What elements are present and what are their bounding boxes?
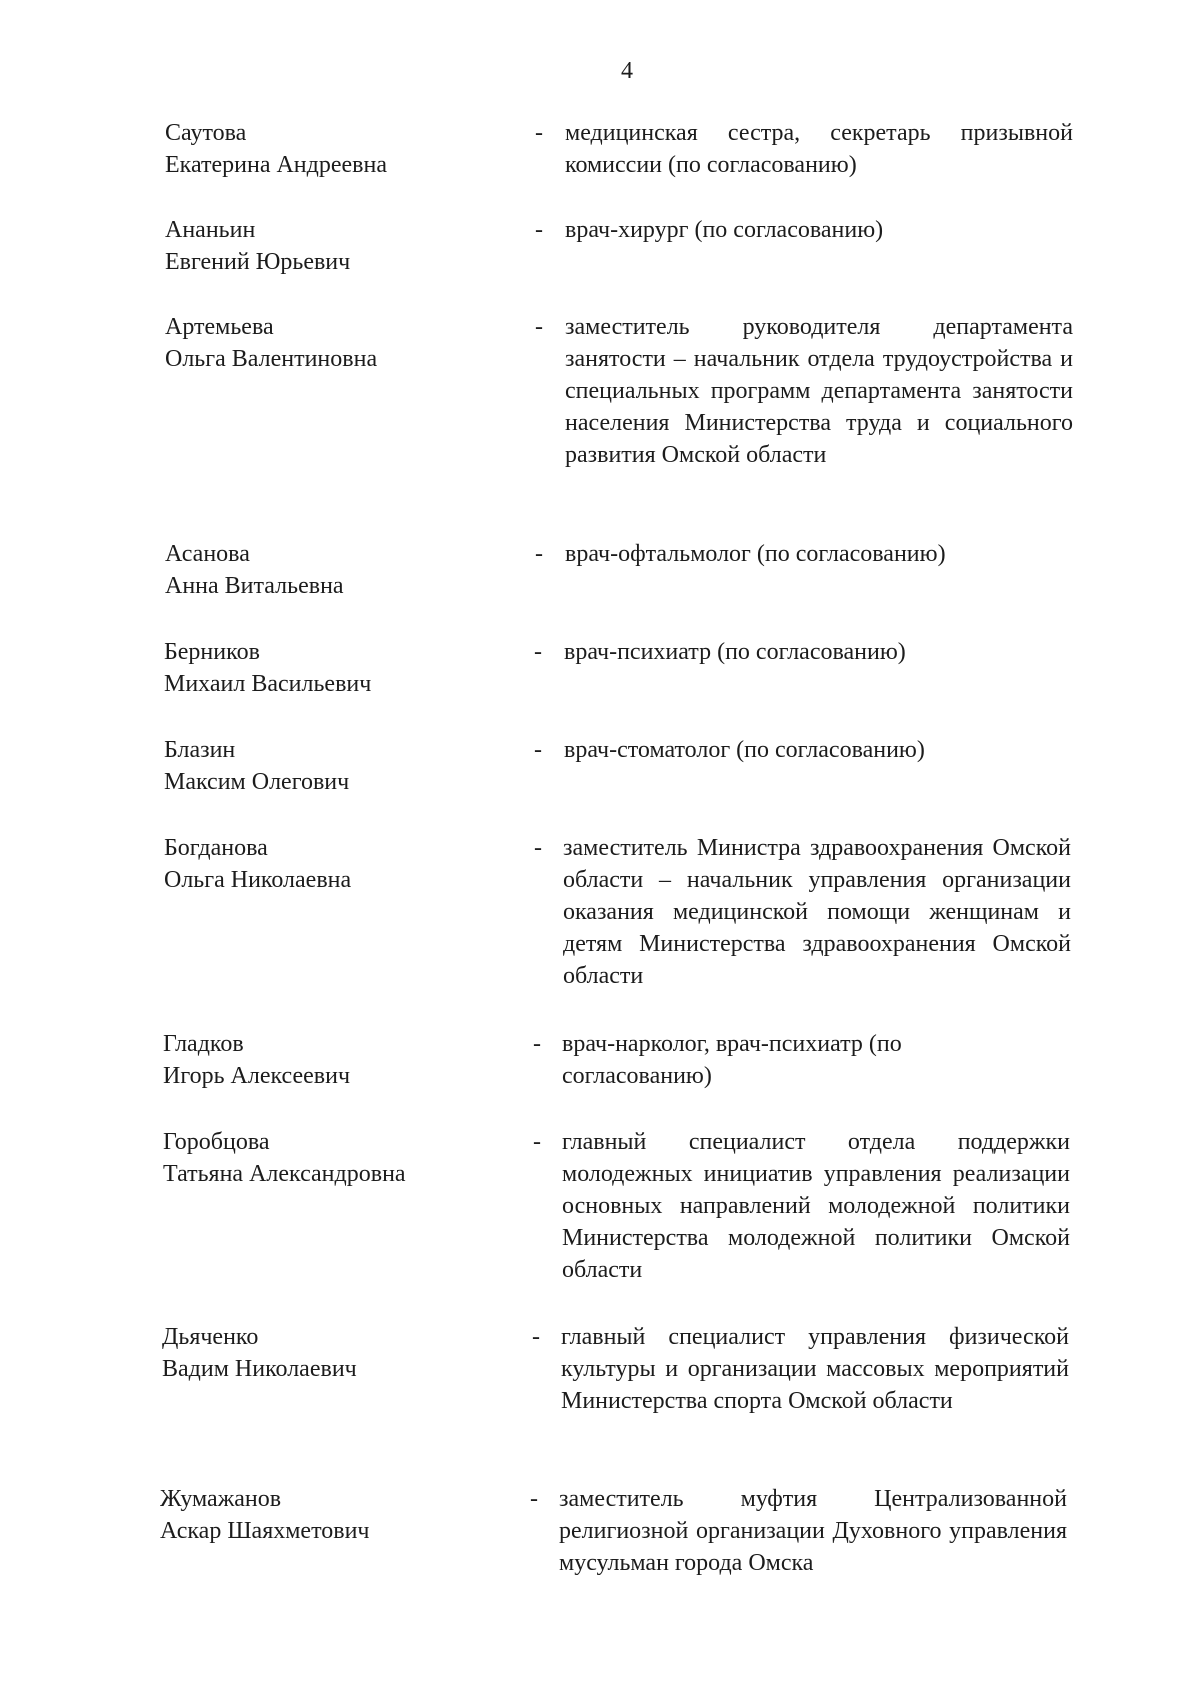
separator-dash: - (534, 639, 542, 665)
separator-dash: - (535, 217, 543, 243)
member-given-name: Игорь Алексеевич (163, 1063, 351, 1089)
separator-dash: - (535, 541, 543, 567)
member-position: медицинская сестра, секретарь призывной комиссии (по согласованию) (565, 120, 1073, 178)
member-given-name: Анна Витальевна (165, 573, 344, 599)
member-position: врач-стоматолог (по согласованию) (564, 737, 925, 763)
member-position: главный специалист управления физической культуры и организации массовых мероприятий Министерства спорта Омской области (561, 1324, 1069, 1414)
separator-dash: - (534, 835, 542, 861)
member-name (163, 1028, 493, 1092)
member-name (165, 311, 495, 375)
member-surname: Гладков (163, 1031, 244, 1057)
member-surname: Богданова (164, 835, 268, 861)
member-surname: Саутова (165, 120, 247, 146)
member-given-name: Ольга Валентиновна (165, 346, 378, 372)
member-name (164, 636, 494, 700)
member-name (164, 734, 494, 798)
separator-dash: - (535, 314, 543, 340)
member-position: врач-психиатр (по согласованию) (564, 639, 906, 665)
member-given-name: Ольга Николаевна (164, 867, 352, 893)
separator-dash: - (532, 1324, 540, 1350)
member-position: врач-хирург (по согласованию) (565, 217, 884, 243)
member-name (164, 832, 494, 896)
member-position: заместитель руководителя департамента занятости – начальник отдела трудоустройства и специальных программ департамента занятости населения Министерства труда и социального развития Омской области (565, 314, 1073, 468)
separator-dash: - (533, 1129, 541, 1155)
member-position: главный специалист отдела поддержки молодежных инициатив управления реализации основных направлений молодежной политики Министерства молодежной политики Омской области (562, 1129, 1070, 1283)
separator-dash: - (535, 120, 543, 146)
member-given-name: Татьяна Александровна (163, 1161, 406, 1187)
member-surname: Ананьин (165, 217, 256, 243)
member-position: заместитель муфтия Централизованной религиозной организации Духовного управления мусульман города Омска (559, 1486, 1067, 1576)
member-name (165, 538, 495, 602)
member-position: заместитель Министра здравоохранения Омской области – начальник управления организации оказания медицинской помощи женщинам и детям Министерства здравоохранения Омской области (563, 835, 1071, 989)
member-surname: Артемьева (165, 314, 274, 340)
member-surname: Берников (164, 639, 260, 665)
member-position: врач-офтальмолог (по согласованию) (565, 541, 946, 567)
member-name (160, 1483, 490, 1547)
member-surname: Асанова (165, 541, 250, 567)
member-surname: Горобцова (163, 1129, 270, 1155)
page-number: 4 (621, 58, 633, 84)
separator-dash: - (533, 1031, 541, 1057)
separator-dash: - (534, 737, 542, 763)
member-given-name: Максим Олегович (164, 769, 350, 795)
member-surname: Блазин (164, 737, 236, 763)
member-given-name: Евгений Юрьевич (165, 249, 351, 275)
member-given-name: Михаил Васильевич (164, 671, 372, 697)
member-given-name: Аскар Шаяхметович (160, 1518, 370, 1544)
member-name (165, 214, 495, 278)
member-name (162, 1321, 492, 1385)
member-name (163, 1126, 493, 1190)
member-position: врач-нарколог, врач-психиатр (по согласованию) (562, 1031, 902, 1089)
member-surname: Жумажанов (160, 1486, 282, 1512)
member-surname: Дьяченко (162, 1324, 259, 1350)
separator-dash: - (530, 1486, 538, 1512)
member-given-name: Вадим Николаевич (162, 1356, 357, 1382)
member-name (165, 117, 495, 181)
member-given-name: Екатерина Андреевна (165, 152, 387, 178)
